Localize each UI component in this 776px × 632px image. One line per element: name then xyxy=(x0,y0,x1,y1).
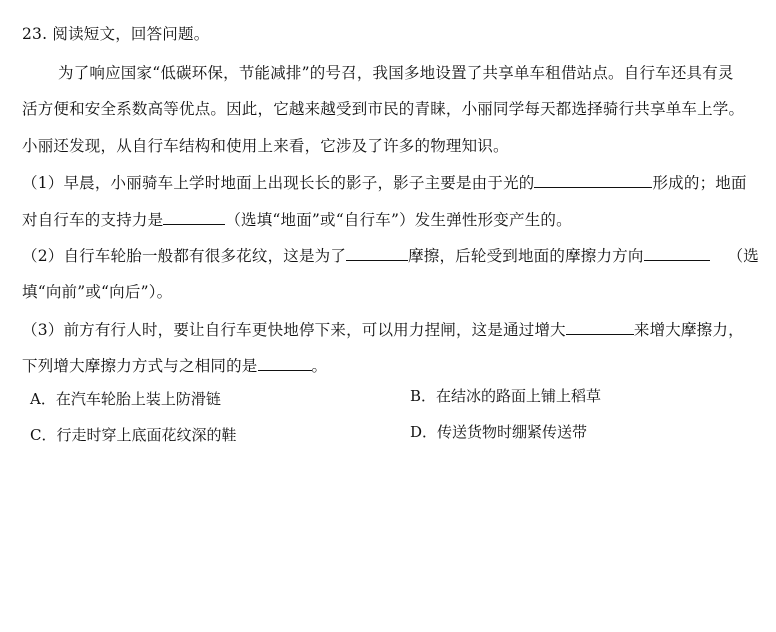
part3-line-1 xyxy=(22,319,744,340)
question-number: 23. xyxy=(22,25,48,43)
passage-line-1: 为了响应国家“低碳环保，节能减排”的号召，我国多地设置了共享单车租借站点。自行车还具有灵 xyxy=(58,64,734,82)
part2-line-2: 填“向前”或“向后”）。 xyxy=(22,283,173,301)
part3-text-a: （3）前方有行人时，要让自行车更快地停下来，可以用力捏闸，这是通过增大 xyxy=(22,321,566,339)
passage-line-2: 活方便和安全系数高等优点。因此，它越来越受到市民的青睐，小丽同学每天都选择骑行共享单车上学。 xyxy=(22,100,745,118)
option-b[interactable]: B．在结冰的路面上铺上稻草 xyxy=(410,387,602,405)
part1-text-a: （1）早晨，小丽骑车上学时地面上出现长长的影子，影子主要是由于光的 xyxy=(22,174,535,192)
option-a[interactable]: A．在汽车轮胎上装上防滑链 xyxy=(30,390,221,408)
part3-text-b: 来增大摩擦力， xyxy=(633,321,744,339)
part2-text-c: （选 xyxy=(727,247,759,265)
answer-blank-increase-method[interactable] xyxy=(566,319,634,335)
option-d[interactable]: D．传送货物时绷紧传送带 xyxy=(410,423,588,441)
part1-text-b: 形成的；地面 xyxy=(652,174,747,192)
part1-text-d: （选填“地面”或“自行车”）发生弹性形变产生的。 xyxy=(225,211,572,229)
part3-line-2 xyxy=(22,355,327,376)
part2-text-b: 摩擦，后轮受到地面的摩擦力方向 xyxy=(408,247,644,265)
question-title: 阅读短文，回答问题。 xyxy=(52,25,210,43)
part3-text-d: 。 xyxy=(311,357,328,375)
part2-text-a: （2）自行车轮胎一般都有很多花纹，这是为了 xyxy=(22,247,347,265)
answer-blank-support-force[interactable] xyxy=(163,209,225,225)
answer-blank-friction-change[interactable] xyxy=(346,245,408,261)
part2-line-1 xyxy=(22,245,759,266)
part1-line-1 xyxy=(22,172,747,193)
question-header xyxy=(22,24,209,44)
answer-blank-same-method[interactable] xyxy=(258,355,312,371)
part1-line-2 xyxy=(22,209,572,230)
answer-blank-friction-direction[interactable] xyxy=(644,245,710,261)
part3-text-c: 下列增大摩擦力方式与之相同的是 xyxy=(22,357,258,375)
part1-text-c: 对自行车的支持力是 xyxy=(22,211,164,229)
answer-blank-light-phenomenon[interactable] xyxy=(534,172,652,188)
passage-line-3: 小丽还发现，从自行车结构和使用上来看，它涉及了许多的物理知识。 xyxy=(22,137,509,155)
option-c[interactable]: C．行走时穿上底面花纹深的鞋 xyxy=(30,426,237,444)
